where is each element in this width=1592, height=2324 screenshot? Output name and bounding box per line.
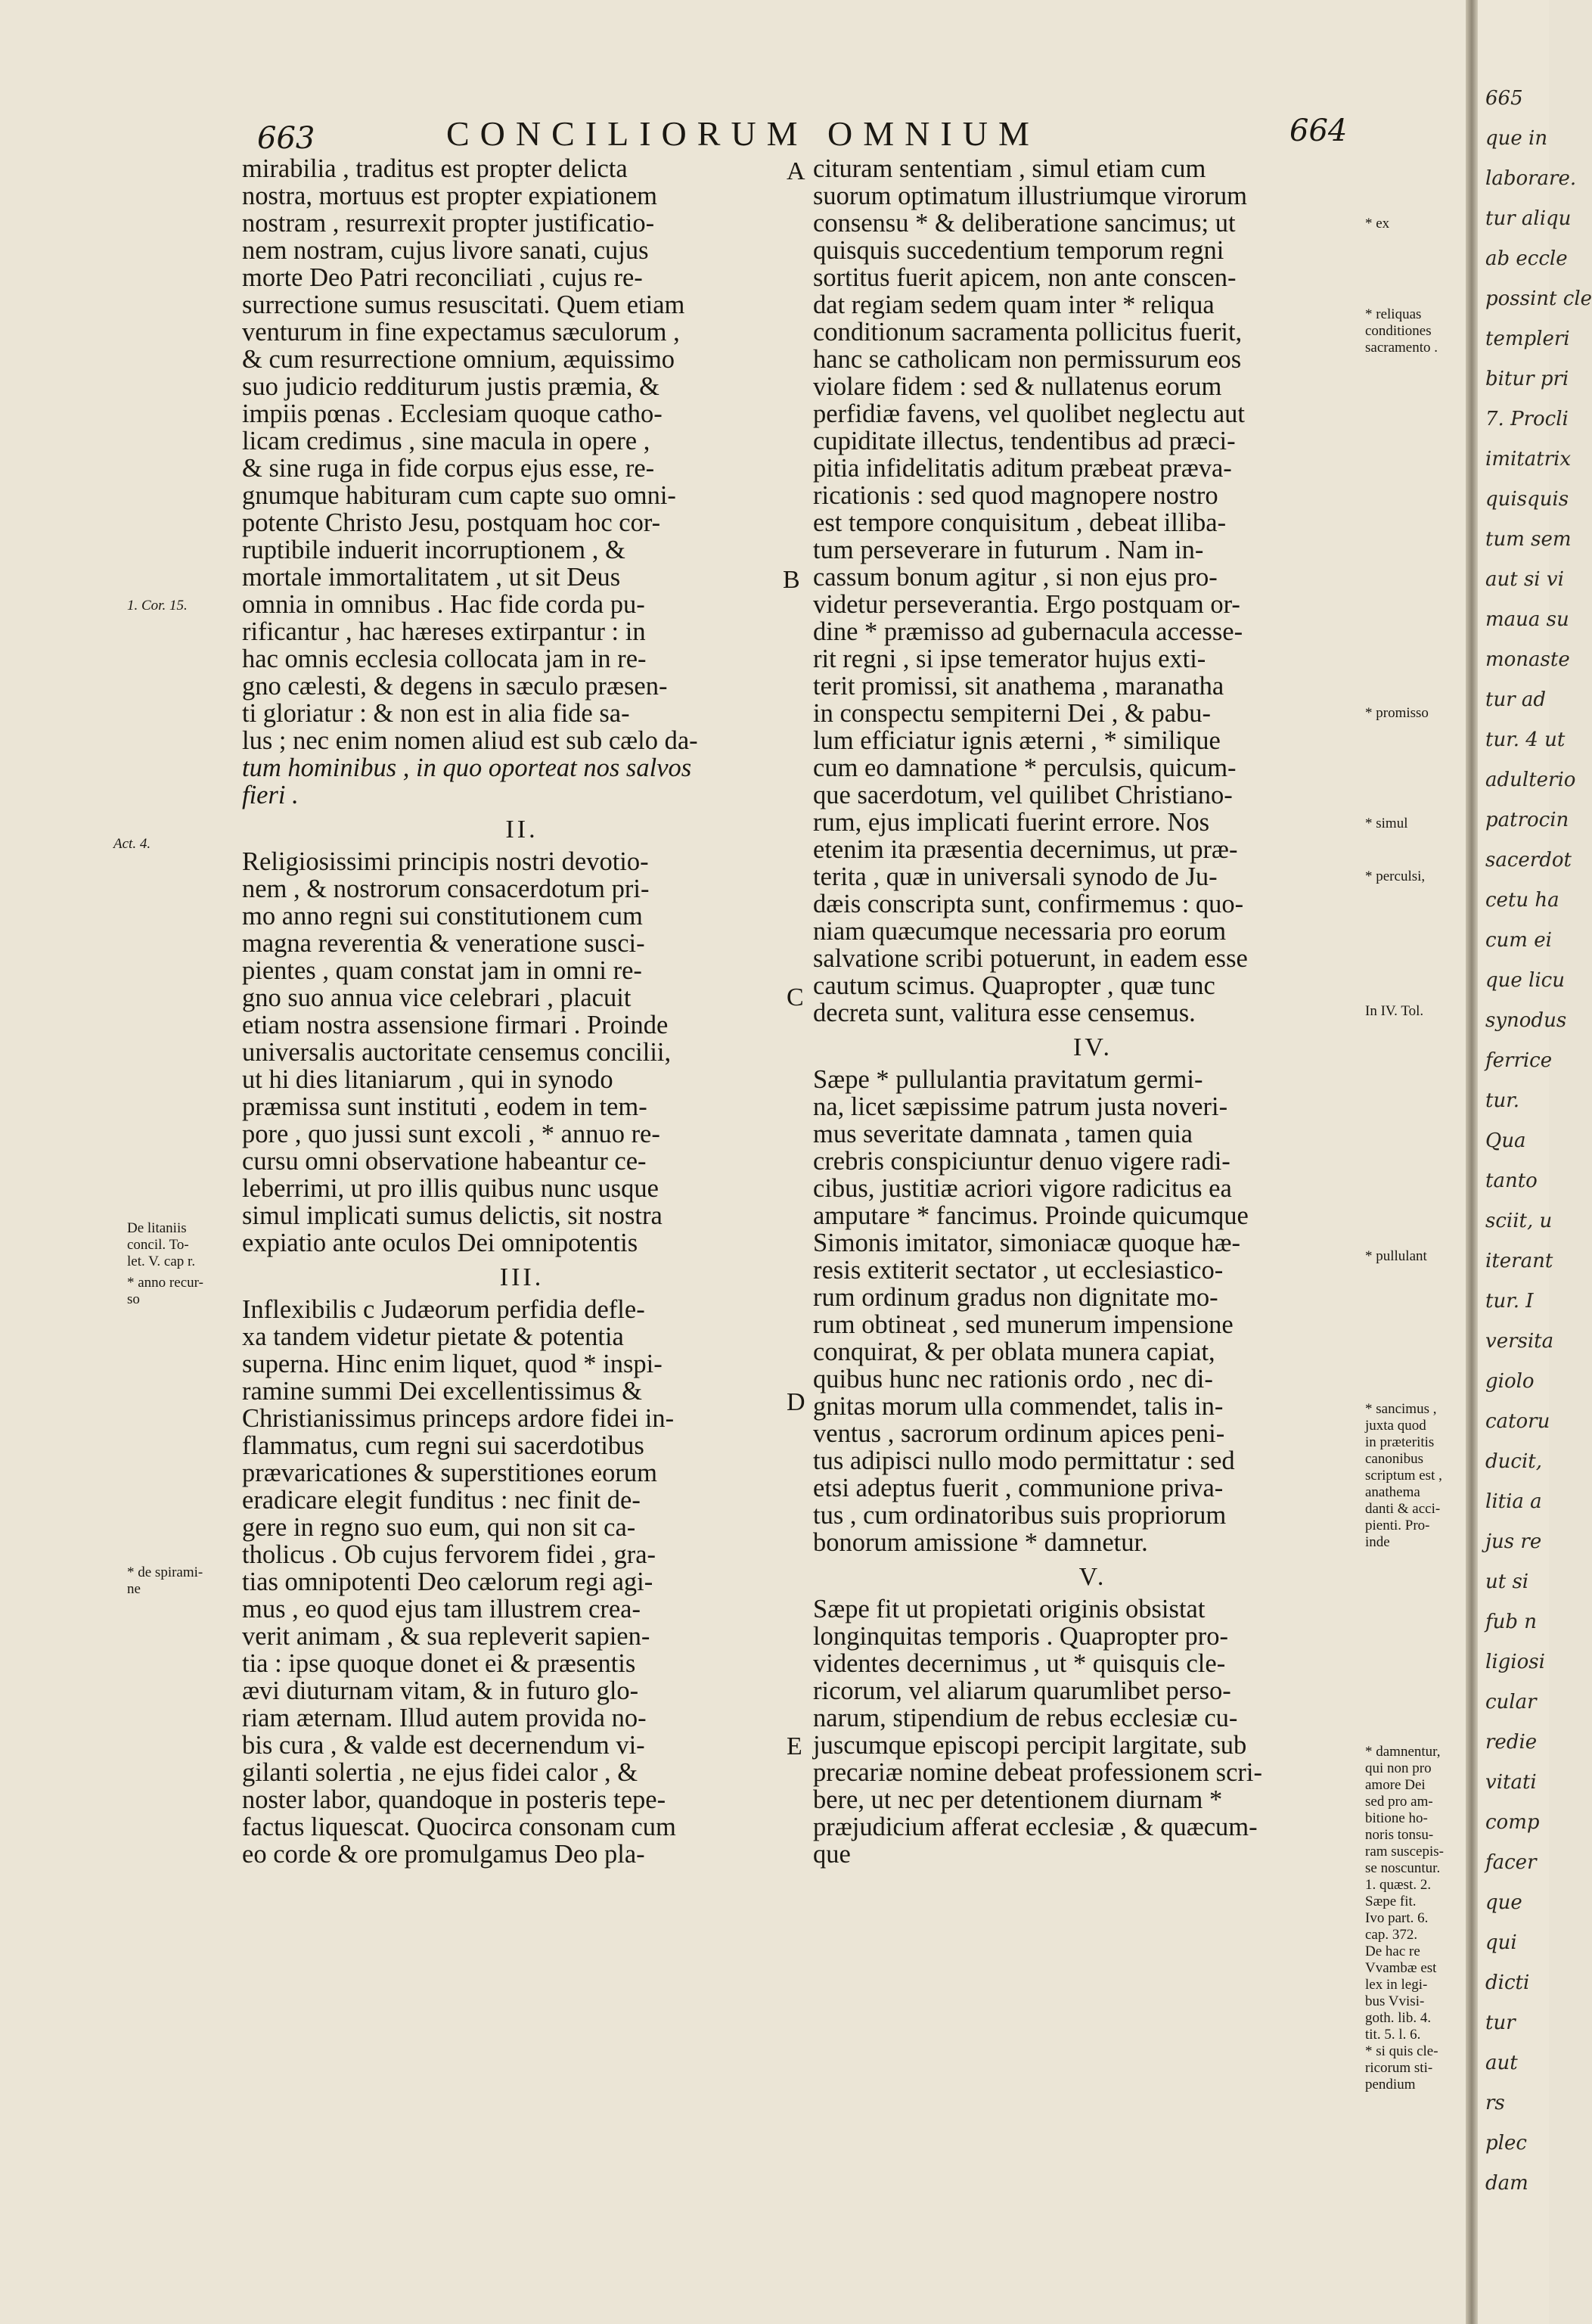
margin-note-reliquas: * reliquas conditiones sacramento . (1365, 306, 1438, 356)
text-line: mirabilia , traditus est propter delicta (242, 154, 628, 183)
text-line: dine * præmisso ad gubernacula accesse- (813, 617, 1243, 646)
text-line: suorum optimatum illustriumque virorum (813, 182, 1248, 210)
text-line: tia : ipse quoque donet ei & præsentis (242, 1649, 636, 1678)
adjacent-page-fragment: catoru (1485, 1410, 1550, 1433)
adjacent-page-fragment: redie (1485, 1731, 1538, 1754)
text-line: cum eo damnatione * perculsis, quicum- (813, 753, 1237, 782)
text-line: mortale immortalitatem , ut sit Deus (242, 563, 621, 592)
adjacent-page-fragment: synodus (1485, 1009, 1567, 1032)
adjacent-page-fragment: adulterio (1485, 769, 1576, 791)
text-line: nostra, mortuus est propter expiationem (242, 182, 658, 210)
text-line: tum perseverare in futurum . Nam in- (813, 536, 1204, 564)
text-line: bonorum amissione * damnetur. (813, 1528, 1148, 1557)
text-line: leberrimi, ut pro illis quibus nunc usque (242, 1174, 659, 1203)
text-line: videtur perseverantia. Ergo postquam or- (813, 590, 1240, 619)
adjacent-page-fragment: monaste (1485, 648, 1570, 671)
adjacent-page-fragment: jus re (1485, 1530, 1542, 1553)
text-line: conquirat, & per oblata munera capiat, (813, 1338, 1215, 1366)
adjacent-page-fragment: dicti (1485, 1971, 1530, 1994)
text-line: surrectione sumus resuscitati. Quem etiam (242, 290, 685, 319)
adjacent-page-fragment: cetu ha (1485, 889, 1559, 912)
text-line: narum, stipendium de rebus ecclesiæ cu- (813, 1704, 1238, 1732)
margin-note-spiramine: * de spirami- ne (127, 1564, 203, 1597)
margin-note-act: Act. 4. (113, 836, 151, 852)
text-line: ti gloriatur : & non est in alia fide sa- (242, 699, 630, 728)
text-line: Inflexibilis c Judæorum perfidia defle- (242, 1295, 645, 1324)
text-line: Religiosissimi principis nostri devotio- (242, 847, 649, 876)
margin-note-sancimus: * sancimus , juxta quod in præteritis canonibus scriptum est , anathema danti & acci- pienti. Pro- inde (1365, 1401, 1442, 1550)
text-line: lus ; nec enim nomen aliud est sub cælo da- (242, 726, 698, 755)
text-line: cupiditate illectus, tendentibus ad præci- (813, 427, 1236, 455)
text-line: eradicare elegit funditus : nec finit de- (242, 1486, 641, 1515)
text-line: terita , quæ in universali synodo de Ju- (813, 862, 1218, 891)
text-line: venturum in fine expectamus sæculorum , (242, 318, 680, 346)
text-line: expiatio ante oculos Dei omnipotentis (242, 1229, 638, 1257)
text-line: resis extiterit sectator , ut ecclesiastico- (813, 1256, 1224, 1285)
text-line: quisquis succedentium temporum regni (813, 236, 1224, 265)
text-line: præjudicium afferat ecclesiæ , & quæcum- (813, 1813, 1258, 1841)
adjacent-page-fragment: tur. (1485, 1089, 1520, 1112)
adjacent-page-fragment: litia a (1485, 1490, 1542, 1513)
text-line: universalis auctoritate censemus concilii, (242, 1038, 672, 1067)
adjacent-page-fragment: ferrice (1485, 1049, 1553, 1072)
text-line: tum hominibus , in quo oporteat nos salvos (242, 753, 692, 782)
text-line: pientes , quam constat jam in omni re- (242, 956, 642, 985)
text-line: longinquitas temporis . Quapropter pro- (813, 1622, 1229, 1651)
text-line: conditionum sacramenta pollicitus fuerit, (813, 318, 1243, 346)
text-line: tus , cum ordinatoribus suis propriorum (813, 1501, 1227, 1530)
text-line: rit regni , si ipse temerator hujus exti- (813, 645, 1206, 673)
adjacent-page-fragment: 665 (1485, 87, 1523, 110)
text-line: cibus, justitiæ acriori vigore radicitus ea (813, 1174, 1232, 1203)
adjacent-page-fragment: aut (1485, 2052, 1518, 2074)
text-line: cautum scimus. Quapropter , quæ tunc (813, 971, 1215, 1000)
margin-note-pullulant: * pullulant (1365, 1248, 1427, 1264)
adjacent-page-fragment: plec (1485, 2132, 1527, 2155)
adjacent-page-fragment: ducit, (1485, 1450, 1542, 1473)
text-line: tholicus . Ob cujus fervorem fidei , gra- (242, 1540, 656, 1569)
text-line: potente Christo Jesu, postquam hoc cor- (242, 508, 661, 537)
text-line: tus adipisci nullo modo permittatur : sed (813, 1446, 1235, 1475)
text-line: magna reverentia & veneratione susci- (242, 929, 645, 958)
text-line: rum ordinum gradus non dignitate mo- (813, 1283, 1218, 1312)
adjacent-page-fragment: que in (1485, 127, 1548, 150)
margin-note-anno: * anno recur- so (127, 1275, 203, 1307)
adjacent-page-fragment: tur. I (1485, 1290, 1534, 1313)
text-line: dat regiam sedem quam inter * reliqua (813, 290, 1215, 319)
text-line: consensu * & deliberatione sancimus; ut (813, 209, 1236, 238)
adjacent-page-fragment: patrocin (1485, 809, 1569, 831)
text-line: hanc se catholicam non permissurum eos (813, 345, 1242, 374)
section-heading: IV. (1073, 1033, 1113, 1061)
section-heading: II. (505, 816, 538, 844)
text-line: mus , eo quod ejus tam illustrem crea- (242, 1595, 641, 1623)
adjacent-page-fragment: ut si (1485, 1571, 1529, 1593)
text-line: salvatione scribi potuerunt, in eadem esse (813, 944, 1248, 973)
adjacent-page-fragment: Qua (1485, 1129, 1526, 1152)
text-line: ramine summi Dei excellentissimus & (242, 1377, 642, 1406)
book-gutter (1466, 0, 1478, 2324)
page-number-right: 664 (1289, 113, 1348, 148)
margin-note-simul: * simul (1365, 816, 1408, 831)
adjacent-page-fragment: bitur pri (1485, 368, 1569, 390)
adjacent-page-fragment: 7. Procli (1485, 408, 1569, 430)
text-line: que sacerdotum, vel quilibet Christiano- (813, 781, 1233, 809)
adjacent-page-fragment: templeri (1485, 328, 1570, 350)
adjacent-page-fragment: tum sem (1485, 528, 1572, 551)
adjacent-page-fragment: laborare. (1485, 167, 1577, 190)
text-line: simul implicati sumus delictis, sit nostra (242, 1201, 663, 1230)
adjacent-page-fragment: versita (1485, 1330, 1554, 1353)
page-number-left: 663 (257, 121, 315, 156)
adjacent-page-fragment: aut si vi (1485, 568, 1564, 591)
text-line: bis cura , & valde est decernendum vi- (242, 1731, 645, 1760)
text-line: factus liquescat. Quocirca consonam cum (242, 1813, 676, 1841)
adjacent-page-fragment: tur (1485, 2012, 1516, 2034)
text-line: gno cælesti, & degens in sæculo præsen- (242, 672, 668, 701)
text-line: etenim ita præsentia decernimus, ut præ- (813, 835, 1238, 864)
adjacent-page-fragment: iterant (1485, 1250, 1553, 1272)
text-line: na, licet sæpissime patrum justa noveri- (813, 1092, 1228, 1121)
adjacent-page-fragment: fub n (1485, 1611, 1538, 1633)
text-line: & sine ruga in fide corpus ejus esse, re- (242, 454, 655, 483)
adjacent-page-fragment: ab eccle (1485, 247, 1568, 270)
section-heading: III. (499, 1263, 545, 1291)
adjacent-page-fragment: ligiosi (1485, 1651, 1545, 1673)
margin-note-promisso: * promisso (1365, 705, 1429, 721)
text-line: terit promissi, sit anathema , maranatha (813, 672, 1224, 701)
text-line: suo judicio redditurum justis præmia, & (242, 372, 659, 401)
adjacent-page-fragment: maua su (1485, 608, 1569, 631)
adjacent-page-fragment: rs (1485, 2092, 1505, 2114)
adjacent-page-fragment: qui (1485, 1931, 1517, 1954)
margin-note-perculsi: * perculsi, (1365, 868, 1426, 884)
text-line: noster labor, quandoque in posteris tepe- (242, 1785, 666, 1814)
text-line: rificantur , hac hæreses extirpantur : in (242, 617, 646, 646)
text-line: ut hi dies litaniarum , qui in synodo (242, 1065, 613, 1094)
text-line: niam quæcumque necessaria pro eorum (813, 917, 1227, 946)
section-letter-c: C (787, 983, 804, 1011)
text-line: crebris conspiciuntur denuo vigere radi- (813, 1147, 1230, 1176)
adjacent-page-fragment: dam (1485, 2172, 1528, 2195)
text-line: fieri . (242, 781, 299, 809)
adjacent-page-fragment: giolo (1485, 1370, 1535, 1393)
adjacent-page-fragment: sciit, u (1485, 1210, 1553, 1232)
text-line: verit animam , & sua repleverit sapien- (242, 1622, 650, 1651)
adjacent-page-fragment: facer (1485, 1851, 1537, 1874)
text-line: sortitus fuerit apicem, non ante conscen- (813, 263, 1237, 292)
text-line: mus severitate damnata , tamen quia (813, 1120, 1193, 1148)
text-line: nem nostram, cujus livore sanati, cujus (242, 236, 649, 265)
text-line: gilanti solertia , ne ejus fidei calor , & (242, 1758, 638, 1787)
text-line: licam credimus , sine macula in opere , (242, 427, 650, 455)
left-text-column (242, 155, 802, 1868)
text-line: gnumque habituram cum capte suo omni- (242, 481, 676, 510)
adjacent-page-fragment: que (1485, 1891, 1522, 1914)
text-line: violare fidem : sed & nullatenus eorum (813, 372, 1222, 401)
text-line: gno suo annua vice celebrari , placuit (242, 983, 632, 1012)
text-line: tias omnipotenti Deo cælorum regi agi- (242, 1567, 653, 1596)
adjacent-page-fragment: quisquis (1485, 488, 1569, 511)
text-line: ricationis : sed quod magnopere nostro (813, 481, 1218, 510)
adjacent-page-fragment: tur aliqu (1485, 207, 1572, 230)
margin-note-litaniis: De litaniis concil. To- let. V. cap r. (127, 1220, 196, 1269)
text-line: flammatus, cum regni sui sacerdotibus (242, 1431, 644, 1460)
text-line: juscumque episcopi percipit largitate, sub (813, 1731, 1247, 1760)
text-line: & cum resurrectione omnium, æquissimo (242, 345, 675, 374)
text-line: cassum bonum agitur , si non ejus pro- (813, 563, 1218, 592)
text-line: mo anno regni sui constitutionem cum (242, 902, 643, 931)
text-line: videntes decernimus , ut * quisquis cle- (813, 1649, 1226, 1678)
text-line: quibus hunc nec rationis ordo , nec di- (813, 1365, 1213, 1393)
text-line: eo corde & ore promulgamus Deo pla- (242, 1840, 645, 1869)
text-line: que (813, 1840, 851, 1869)
right-text-column (813, 155, 1373, 1868)
text-line: nem , & nostrorum consacerdotum pri- (242, 875, 650, 903)
text-line: hac omnis ecclesia collocata jam in re- (242, 645, 647, 673)
adjacent-page-fragment: cum ei (1485, 929, 1552, 952)
text-line: precariæ nomine debeat professionem scri- (813, 1758, 1262, 1787)
text-line: rum, ejus implicati fuerint errore. Nos (813, 808, 1210, 837)
text-line: ricorum, vel aliarum quarumlibet perso- (813, 1676, 1231, 1705)
text-line: Sæpe * pullulantia pravitatum germi- (813, 1065, 1203, 1094)
text-line: pore , quo jussi sunt excoli , * annuo re- (242, 1120, 660, 1148)
text-line: superna. Hinc enim liquet, quod * inspi- (242, 1350, 663, 1378)
adjacent-page-edge (1478, 0, 1592, 2324)
adjacent-page-fragment: cular (1485, 1691, 1537, 1713)
section-letter-a: A (787, 157, 805, 185)
text-line: perfidiæ favens, vel quolibet neglectu aut (813, 399, 1245, 428)
text-line: præmissa sunt instituti , eodem in tem- (242, 1092, 647, 1121)
adjacent-page-fragment: imitatrix (1485, 448, 1572, 471)
text-line: in conspectu sempiterni Dei , & pabu- (813, 699, 1211, 728)
section-letter-b: B (783, 566, 800, 594)
text-line: impiis pœnas . Ecclesiam quoque catho- (242, 399, 663, 428)
text-line: amputare * fancimus. Proinde quicumque (813, 1201, 1249, 1230)
text-line: prævaricationes & superstitiones eorum (242, 1459, 658, 1487)
text-line: omnia in omnibus . Hac fide corda pu- (242, 590, 645, 619)
text-line: riam æternam. Illud autem provida no- (242, 1704, 647, 1732)
text-line: cursu omni observatione habeantur ce- (242, 1147, 647, 1176)
text-line: rum obtineat , sed munerum impensione (813, 1310, 1234, 1339)
text-line: gere in regno suo eum, qui non sit ca- (242, 1513, 636, 1542)
text-line: xa tandem videtur pietate & potentia (242, 1322, 624, 1351)
text-line: morte Deo Patri reconciliati , cujus re- (242, 263, 643, 292)
text-line: gnitas morum ulla commendet, talis in- (813, 1392, 1224, 1421)
running-title: CONCILIORUM OMNIUM (446, 114, 1040, 153)
adjacent-page-fragment: tanto (1485, 1170, 1538, 1192)
text-line: cituram sententiam , simul etiam cum (813, 154, 1206, 183)
text-line: nostram , resurrexit propter justificatio- (242, 209, 655, 238)
text-line: dæis conscripta sunt, confirmemus : quo- (813, 890, 1244, 918)
text-line: ventus , sacrorum ordinum apices peni- (813, 1419, 1225, 1448)
margin-note-ex: * ex (1365, 216, 1390, 231)
text-line: Sæpe fit ut propietati originis obsistat (813, 1595, 1206, 1623)
text-line: bere, ut nec per detentionem diurnam * (813, 1785, 1223, 1814)
text-line: ævi diuturnam vitam, & in futuro glo- (242, 1676, 639, 1705)
adjacent-page-fragment: comp (1485, 1811, 1540, 1834)
adjacent-page-fragment: sacerdot (1485, 849, 1572, 872)
text-line: etsi adeptus fuerit , communione priva- (813, 1474, 1224, 1502)
adjacent-page-fragment: tur ad (1485, 688, 1547, 711)
text-line: ruptibile induerit incorruptionem , & (242, 536, 625, 564)
margin-note-cor: 1. Cor. 15. (127, 598, 188, 614)
text-line: est tempore conquisitum , debeat illiba- (813, 508, 1227, 537)
adjacent-page-fragment: vitati (1485, 1771, 1537, 1794)
margin-note-damnentur: * damnentur, qui non pro amore Dei sed pro am- bitione ho- noris tonsu- ram suscepis- se noscuntur. 1. quæst. 2. Sæpe fit. Ivo part. 6. cap. 372. De hac re Vvambæ est lex in legi- bus Vvisi- goth. lib. 4. tit. 5. l. 6. * si quis cle- ricorum sti- pendium (1365, 1744, 1444, 2093)
text-line: Christianissimus princeps ardore fidei in- (242, 1404, 675, 1433)
text-line: etiam nostra assensione firmari . Proinde (242, 1011, 669, 1039)
text-line: pitia infidelitatis aditum præbeat præva- (813, 454, 1232, 483)
text-line: Simonis imitator, simoniacæ quoque hæ- (813, 1229, 1240, 1257)
section-letter-e: E (787, 1732, 802, 1760)
adjacent-page-fragment: que licu (1485, 969, 1565, 992)
text-line: decreta sunt, valitura esse censemus. (813, 999, 1196, 1027)
margin-note-tol: In IV. Tol. (1365, 1003, 1424, 1019)
section-heading: V. (1078, 1563, 1107, 1591)
adjacent-page-fragment: tur. 4 ut (1485, 729, 1566, 751)
text-line: lum efficiatur ignis æterni , * similique (813, 726, 1221, 755)
adjacent-page-fragment: possint cle (1485, 287, 1592, 310)
section-letter-d: D (787, 1388, 805, 1416)
